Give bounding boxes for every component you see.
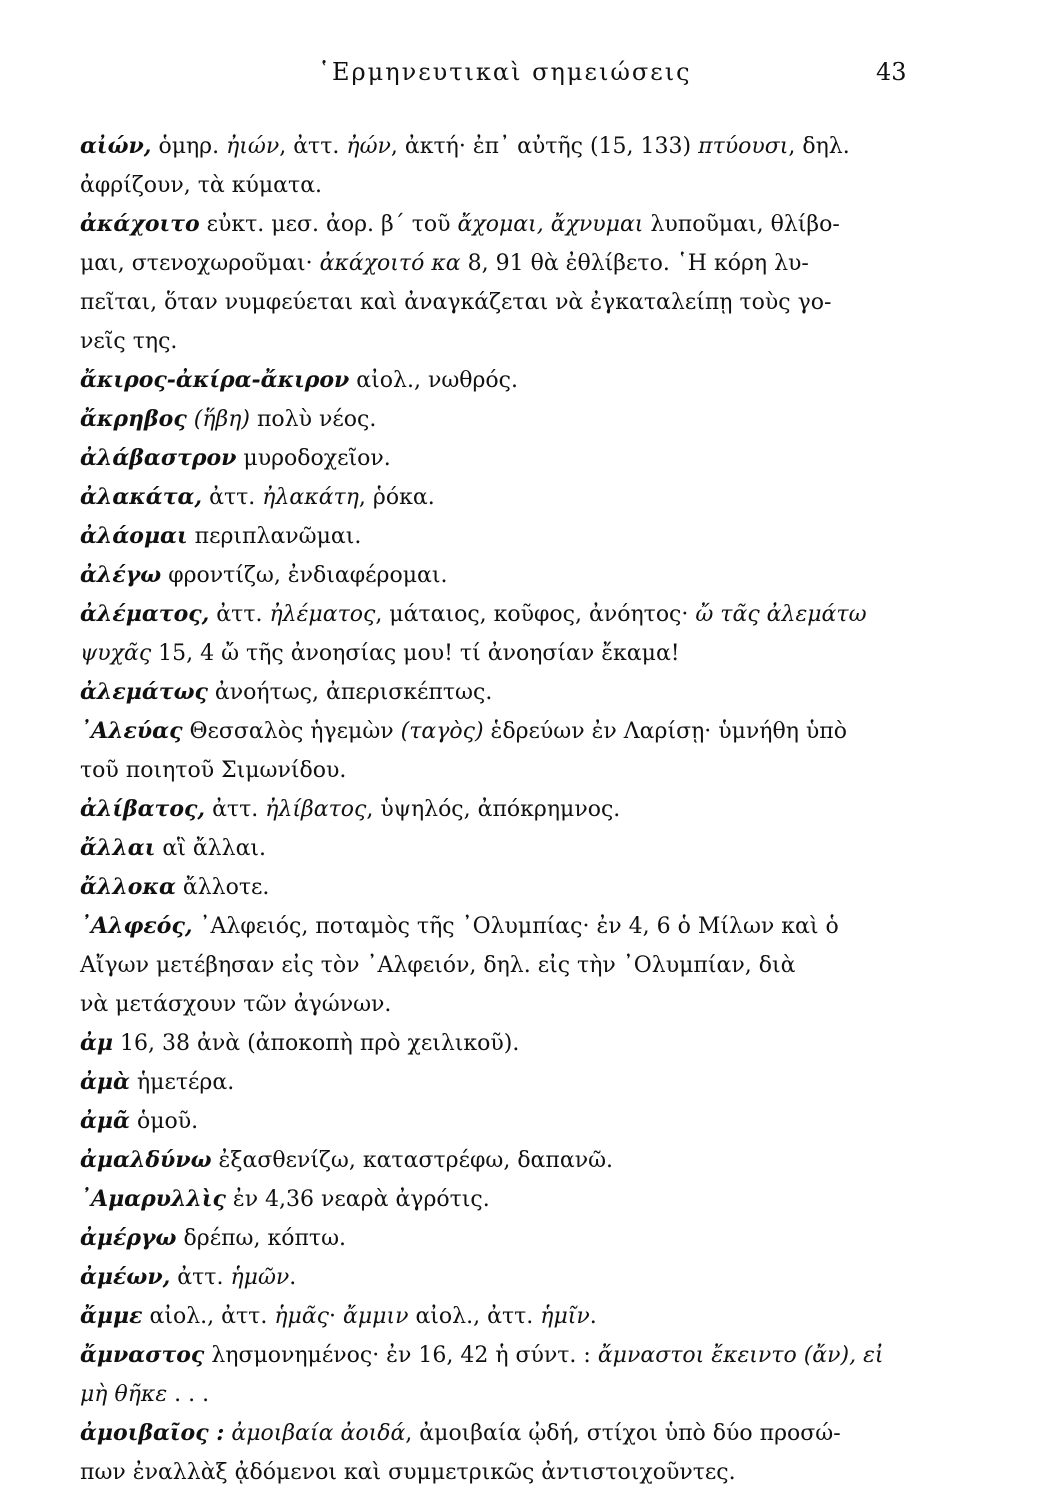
entry-line [80, 127, 922, 166]
entry-line [80, 1414, 922, 1453]
entry-line [80, 1063, 922, 1102]
entry-line [80, 361, 922, 400]
glossary-entry [80, 790, 922, 829]
glossary-entry [80, 673, 922, 712]
italic-text: ἠλίβατος [265, 797, 367, 822]
definition-text: . . . [167, 1382, 210, 1407]
entry-line [80, 166, 922, 205]
entry-line [80, 322, 922, 361]
entry-line [80, 868, 922, 907]
italic-text: ἡμῖν [540, 1304, 590, 1329]
glossary-entry [80, 829, 922, 868]
entry-line [80, 790, 922, 829]
entry-headword: ἄκρηβος [80, 406, 187, 432]
definition-text: , ἀμοιβαία ᾠδή, στίχοι ὑπὸ δύο προσώ- [405, 1421, 841, 1446]
italic-text: ἡμᾶς [274, 1304, 329, 1329]
definition-text: λυποῦμαι, θλίβο- [643, 212, 840, 237]
entry-headword: ἀμαλδύνω [80, 1147, 212, 1173]
definition-text: αἰολ., ἀττ. [408, 1304, 541, 1329]
entry-headword: ἄμμε [80, 1303, 143, 1329]
entry-line [80, 829, 922, 868]
running-title: ῾Ερμηνευτικαὶ σημειώσεις [318, 58, 692, 86]
running-header [0, 58, 1046, 98]
italic-text: ὤ τᾶς ἀλεμάτω [695, 602, 867, 627]
definition-text: μαι, στενοχωροῦμαι· [80, 251, 320, 276]
italic-text: ἠιών [226, 134, 280, 159]
italic-text: ἠών [346, 134, 391, 159]
entry-line [80, 1180, 922, 1219]
entry-line [80, 478, 922, 517]
glossary-entry [80, 1102, 922, 1141]
entry-line [80, 1219, 922, 1258]
entry-line [80, 751, 922, 790]
entry-line [80, 595, 922, 634]
glossary-entry [80, 205, 922, 361]
glossary-entry [80, 907, 922, 1024]
glossary-entry [80, 1024, 922, 1063]
definition-text: , ὑψηλός, ἀπόκρημνος. [366, 797, 621, 822]
glossary-entry [80, 1219, 922, 1258]
glossary-entry [80, 127, 922, 205]
entry-line [80, 634, 922, 673]
entry-line [80, 1453, 922, 1492]
entry-headword: ἀκάχοιτο [80, 211, 200, 237]
definition-text: , ῥόκα. [358, 485, 435, 510]
italic-text: ἄμναστοι ἔκειντο (ἄν), εἰ [597, 1343, 884, 1368]
italic-text: (ταγὸς) [400, 719, 484, 744]
entry-headword: ἄλλοκα [80, 874, 176, 900]
definition-text: πων ἐναλλὰξ ᾀδόμενοι καὶ συμμετρικῶς ἀντιστοιχοῦντες. [80, 1460, 736, 1485]
entry-line [80, 1375, 922, 1414]
glossary-entry [80, 400, 922, 439]
italic-text: ψυχᾶς [80, 641, 152, 666]
definition-text: ἀττ. [170, 1265, 231, 1290]
definition-text: αἰολ., νωθρός. [349, 368, 518, 393]
definition-text: Θεσσαλὸς ἡγεμὼν [182, 719, 401, 744]
definition-text: Αἴγων μετέβησαν εἰς τὸν ᾿Αλφειόν, δηλ. εἰς τὴν ᾿Ολυμπίαν, διὰ [80, 953, 796, 978]
definition-text: ἀττ. [202, 485, 263, 510]
entry-line [80, 673, 922, 712]
definition-text: , μάταιος, κοῦφος, ἀνόητος· [375, 602, 696, 627]
definition-text: ἀφρίζουν, τὰ κύματα. [80, 173, 323, 198]
entry-line [80, 439, 922, 478]
definition-text: ὁμηρ. [151, 134, 227, 159]
entry-line [80, 1297, 922, 1336]
entry-line [80, 244, 922, 283]
glossary-entry [80, 1297, 922, 1336]
definition-text: ἡμετέρα. [129, 1070, 235, 1095]
glossary-entries [80, 127, 922, 1492]
definition-text: · [329, 1304, 343, 1329]
page-number: 43 [876, 58, 907, 86]
entry-line [80, 556, 922, 595]
definition-text: πολὺ νέος. [249, 407, 377, 432]
glossary-entry [80, 478, 922, 517]
entry-line [80, 1024, 922, 1063]
entry-headword: ἀλακάτα, [80, 484, 203, 510]
italic-text: ἄχομαι, ἄχνυμαι [457, 212, 644, 237]
definition-text: ἀττ. [205, 797, 266, 822]
italic-text: ἡμῶν [230, 1265, 290, 1290]
entry-headword: ἀλίβατος, [80, 796, 206, 822]
entry-line [80, 517, 922, 556]
definition-text: . [289, 1265, 297, 1290]
entry-line [80, 907, 922, 946]
glossary-entry [80, 1063, 922, 1102]
glossary-entry [80, 1258, 922, 1297]
entry-line [80, 283, 922, 322]
definition-text: ἄλλοτε. [175, 875, 270, 900]
entry-line [80, 1141, 922, 1180]
italic-text: ἠλακάτη [262, 485, 359, 510]
italic-text: ἀκάχοιτό κα [319, 251, 461, 276]
glossary-entry [80, 361, 922, 400]
glossary-entry [80, 1414, 922, 1492]
entry-headword: αἰών, [80, 133, 152, 159]
entry-headword: ᾿Αμαρυλλὶς [80, 1186, 226, 1212]
entry-headword: ἀλάβαστρον [80, 445, 237, 471]
italic-text: ἄμμιν [343, 1304, 409, 1329]
italic-text: (ἥβη) [193, 407, 250, 432]
glossary-entry [80, 1336, 922, 1414]
entry-headword: ἀμᾶ [80, 1108, 130, 1134]
definition-text: τοῦ ποιητοῦ Σιμωνίδου. [80, 758, 347, 783]
entry-headword: ἀμέργω [80, 1225, 177, 1251]
italic-text: πτύουσι [698, 134, 789, 159]
entry-headword: ἀλέγω [80, 562, 162, 588]
definition-text: αἰολ., ἀττ. [142, 1304, 275, 1329]
entry-headword: ᾿Αλεύας [80, 718, 183, 744]
glossary-entry [80, 595, 922, 673]
definition-text: ὁμοῦ. [129, 1109, 199, 1134]
definition-text: , δηλ. [788, 134, 850, 159]
italic-text: μὴ θῆκε [80, 1382, 168, 1407]
entry-headword: ἀμοιβαῖος : [80, 1420, 225, 1446]
definition-text: μυροδοχεῖον. [236, 446, 391, 471]
entry-headword: ἄκιρος-ἀκίρα-ἄκιρον [80, 367, 350, 393]
entry-headword: ἀμὰ [80, 1069, 130, 1095]
glossary-entry [80, 1180, 922, 1219]
definition-text: πεῖται, ὅταν νυμφεύεται καὶ ἀναγκάζεται νὰ ἐγκαταλείπῃ τοὺς γο- [80, 290, 832, 315]
definition-text: εὐκτ. μεσ. ἀορ. β΄ τοῦ [199, 212, 458, 237]
definition-text: περιπλανῶμαι. [187, 524, 362, 549]
definition-text: 15, 4 ὤ τῆς ἀνοησίας μου! τί ἀνοησίαν ἔκαμα! [151, 641, 680, 666]
glossary-entry [80, 712, 922, 790]
definition-text: , ἀττ. [279, 134, 347, 159]
entry-line [80, 1102, 922, 1141]
entry-line [80, 985, 922, 1024]
entry-line [80, 712, 922, 751]
definition-text: 16, 38 ἀνὰ (ἀποκοπὴ πρὸ χειλικοῦ). [113, 1031, 520, 1056]
italic-text: ἠλέματος [269, 602, 376, 627]
definition-text: δρέπω, κόπτω. [176, 1226, 347, 1251]
glossary-entry [80, 1141, 922, 1180]
definition-text: , ἀκτή· ἐπ᾽ αὐτῆς (15, 133) [390, 134, 699, 159]
entry-line [80, 1336, 922, 1375]
entry-headword: ἄμναστος [80, 1342, 205, 1368]
entry-headword: ἀμέων, [80, 1264, 171, 1290]
definition-text: λησμονημένος· ἐν 16, 42 ἡ σύντ. : [204, 1343, 598, 1368]
definition-text: αἳ ἄλλαι. [155, 836, 267, 861]
entry-headword: ἀλέματος, [80, 601, 210, 627]
entry-line [80, 205, 922, 244]
entry-line [80, 1258, 922, 1297]
entry-line [80, 400, 922, 439]
entry-headword: ἀλάομαι [80, 523, 188, 549]
definition-text: ἀττ. [209, 602, 270, 627]
entry-line [80, 946, 922, 985]
definition-text: . [589, 1304, 597, 1329]
glossary-entry [80, 556, 922, 595]
definition-text: 8, 91 θὰ ἐθλίβετο. ῾Η κόρη λυ- [460, 251, 809, 276]
definition-text: φροντίζω, ἐνδιαφέρομαι. [161, 563, 448, 588]
glossary-entry [80, 439, 922, 478]
definition-text: ἑδρεύων ἐν Λαρίσῃ· ὑμνήθη ὑπὸ [483, 719, 847, 744]
definition-text: ἀνοήτως, ἀπερισκέπτως. [207, 680, 493, 705]
glossary-entry [80, 868, 922, 907]
entry-headword: ἄλλαι [80, 835, 156, 861]
entry-headword: ᾿Αλφεός, [80, 913, 193, 939]
definition-text: ἐξασθενίζω, καταστρέφω, δαπανῶ. [211, 1148, 614, 1173]
glossary-entry [80, 517, 922, 556]
definition-text: ᾿Αλφειός, ποταμὸς τῆς ᾿Ολυμπίας· ἐν 4, 6 ὁ Μίλων καὶ ὁ [192, 914, 839, 939]
entry-headword: ἀλεμάτως [80, 679, 208, 705]
entry-headword: ἀμ [80, 1030, 114, 1056]
italic-text: ἀμοιβαία ἀοιδά [231, 1421, 406, 1446]
definition-text: νεῖς της. [80, 329, 178, 354]
definition-text: νὰ μετάσχουν τῶν ἀγώνων. [80, 992, 392, 1017]
definition-text: ἐν 4,36 νεαρὰ ἀγρότις. [225, 1187, 490, 1212]
definition-text [187, 407, 194, 432]
